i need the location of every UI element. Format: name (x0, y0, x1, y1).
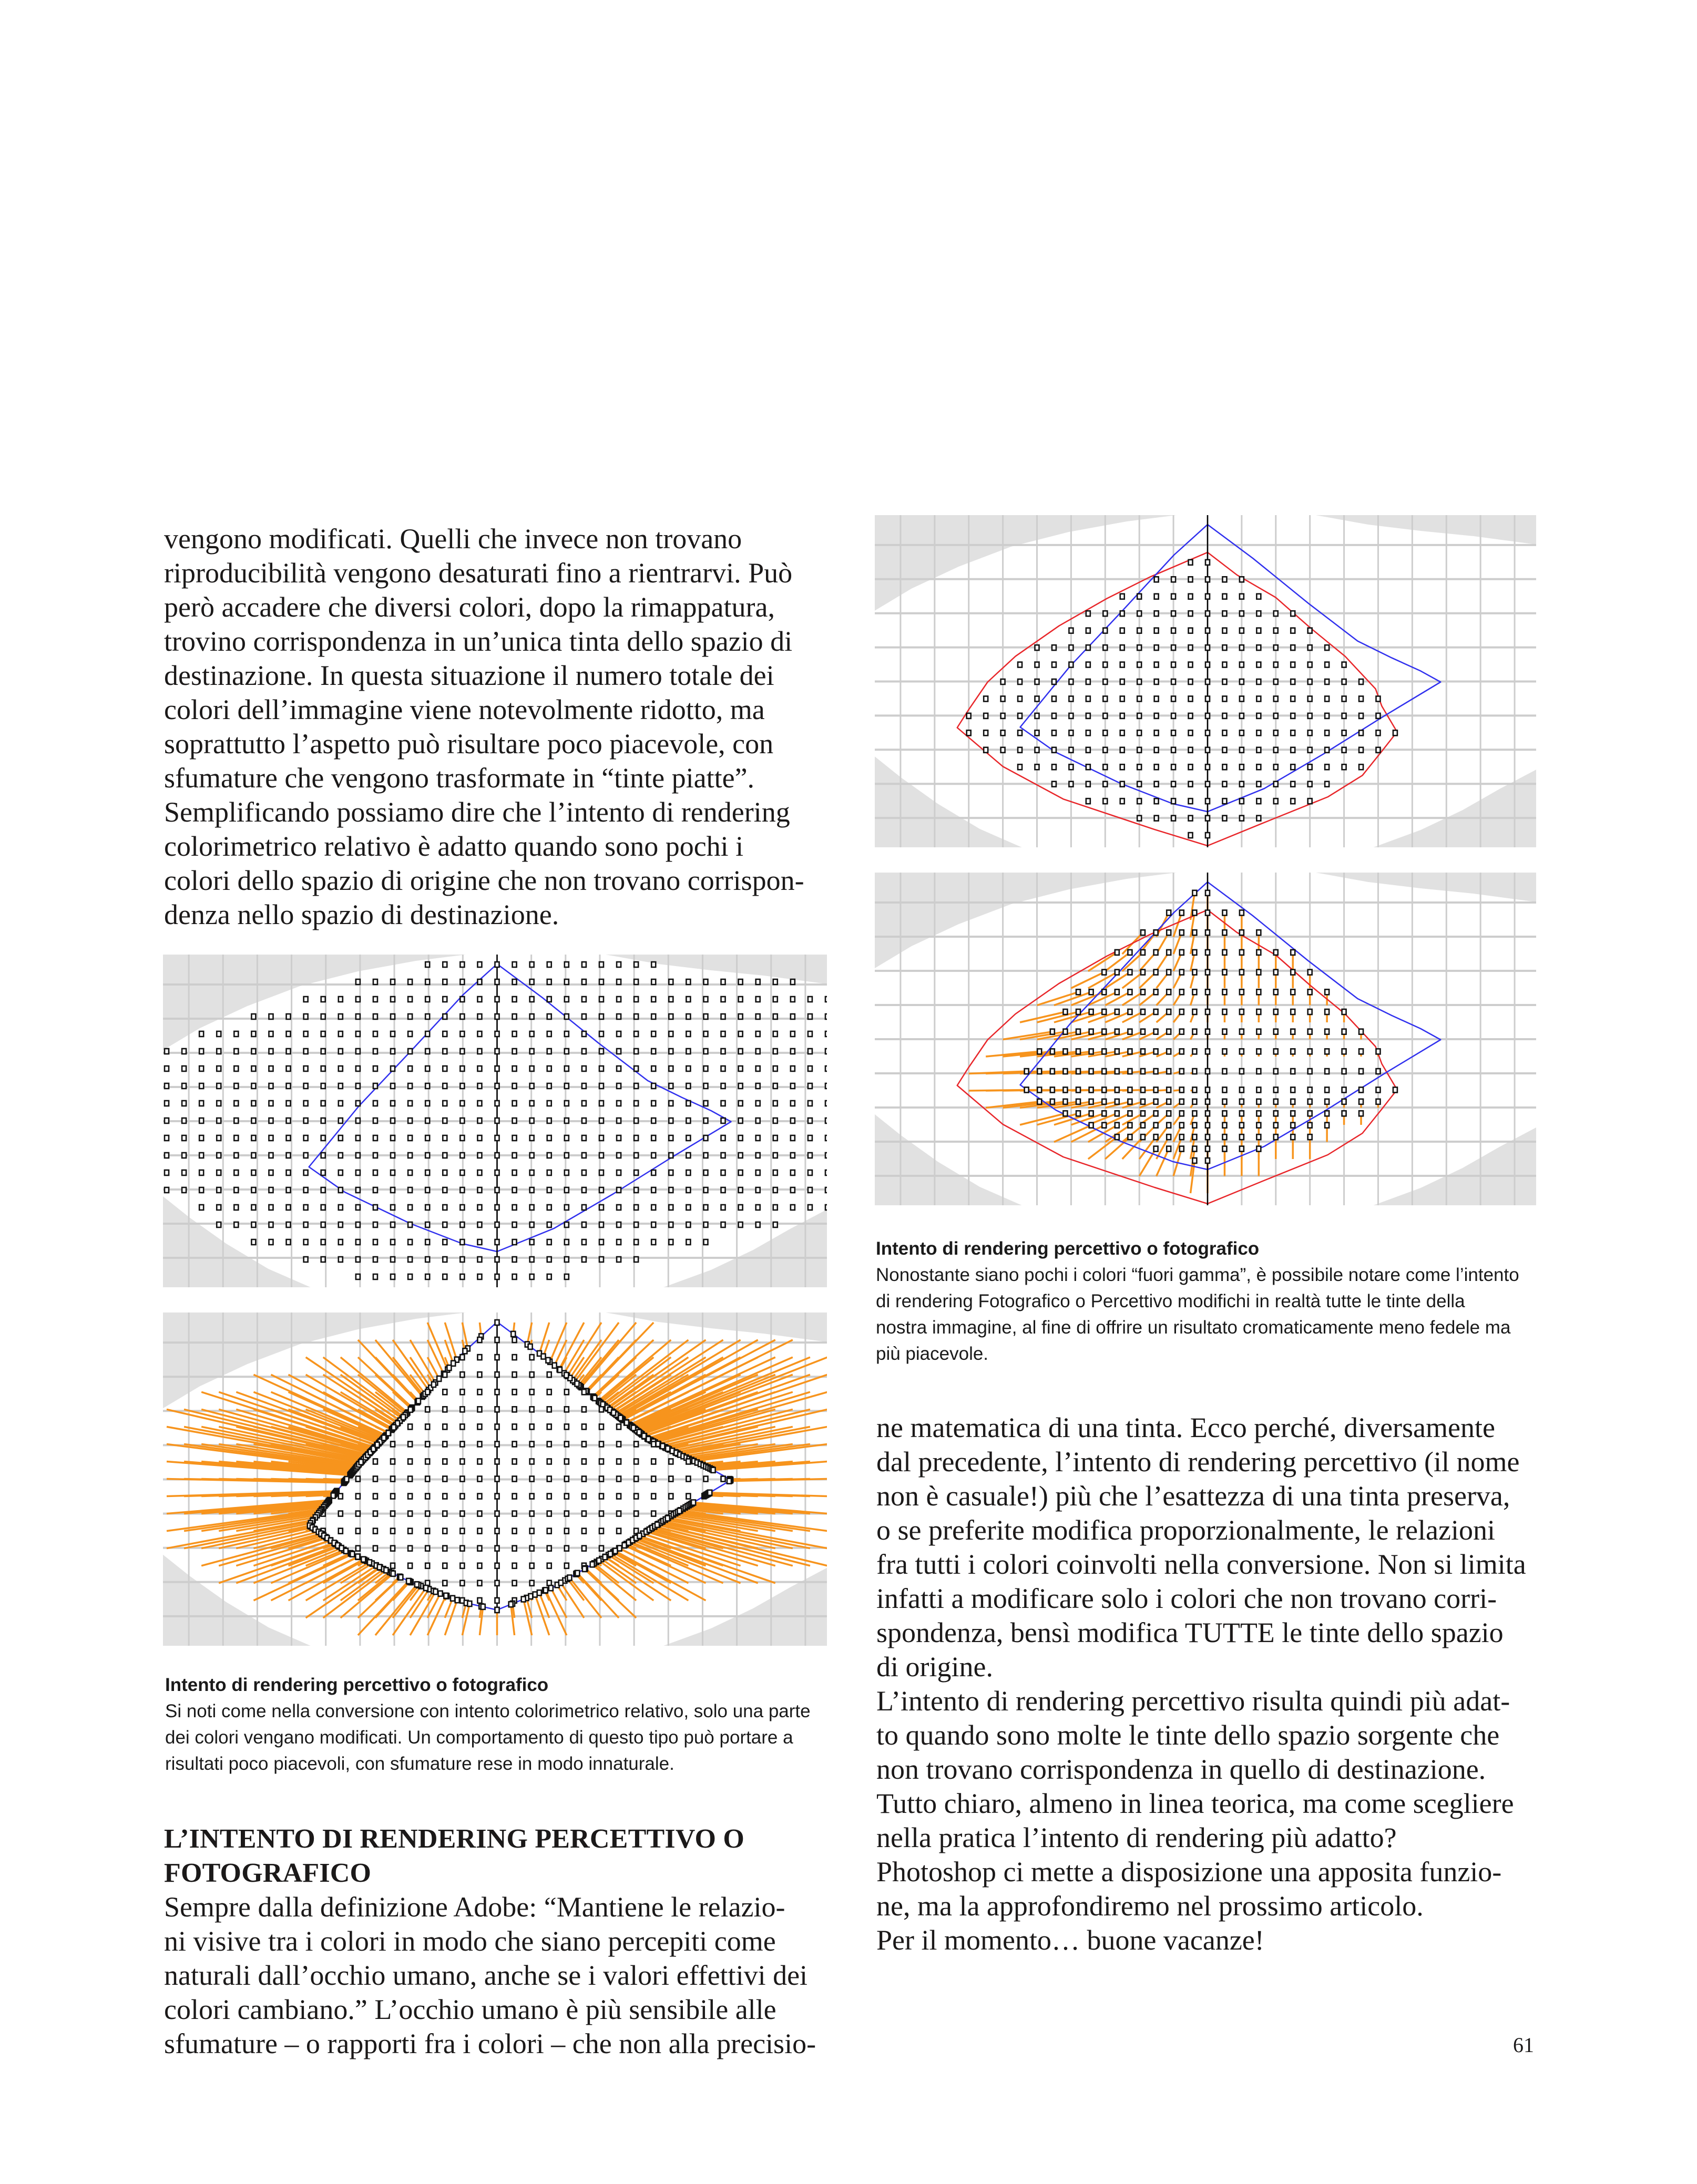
page-number: 61 (1513, 2033, 1534, 2057)
text-line: colori dell’immagine viene notevolmente ridotto, ma (164, 694, 765, 725)
text-line: sfumature – o rapporti fra i colori – che non alla precisio- (164, 2028, 816, 2059)
caption-line: Nonostante siano pochi i colori “fuori gamma”, è possibile notare come l’intento (876, 1265, 1519, 1285)
text-line: ne, ma la approfondiremo nel prossimo articolo. (876, 1890, 1424, 1922)
text-line: Photoshop ci mette a disposizione una apposita funzio- (876, 1856, 1502, 1888)
article-text-right-bottom (876, 1411, 1526, 1957)
figure-caption-left (165, 1672, 811, 1777)
text-line: di origine. (876, 1651, 993, 1683)
section-heading: FOTOGRAFICO (164, 1858, 372, 1888)
gamut-plot (163, 1313, 827, 1646)
text-line: to quando sono molte le tinte dello spazio sorgente che (876, 1719, 1500, 1751)
text-line: trovino corrispondenza in un’unica tinta dello spazio di (164, 626, 793, 657)
text-line: ne matematica di una tinta. Ecco perché, diversamente (876, 1412, 1495, 1443)
text-line: Per il momento… buone vacanze! (876, 1924, 1264, 1956)
text-line: denza nello spazio di destinazione. (164, 899, 559, 930)
text-line: non trovano corrispondenza in quello di destinazione. (876, 1754, 1486, 1785)
caption-title: Intento di rendering percettivo o fotografico (876, 1238, 1260, 1259)
caption-line: nostra immagine, al fine di offrire un risultato cromaticamente meno fedele ma (876, 1317, 1511, 1338)
figure-colorimetric-clipping (163, 1313, 827, 1646)
caption-line: più piacevole. (876, 1344, 989, 1364)
text-line: sfumature che vengono trasformate in “tinte piatte”. (164, 762, 755, 794)
text-line: destinazione. In questa situazione il numero totale dei (164, 660, 774, 691)
text-line: naturali dall’occhio umano, anche se i valori effettivi dei (164, 1960, 808, 1991)
caption-line: di rendering Fotografico o Percettivo modifichi in realtà tutte le tinte della (876, 1291, 1465, 1311)
text-line: Sempre dalla definizione Adobe: “Mantiene le relazio- (164, 1891, 785, 1923)
gamut-plot (163, 955, 827, 1287)
article-text-left-top (164, 522, 804, 932)
figure-full-plane-points (163, 955, 827, 1287)
caption-line: Si noti come nella conversione con intento colorimetrico relativo, solo una parte (165, 1701, 811, 1721)
text-line: fra tutti i colori coinvolti nella conversione. Non si limita (876, 1549, 1526, 1580)
caption-line: risultati poco piacevoli, con sfumature rese in modo innaturale. (165, 1754, 674, 1774)
text-line: colori cambiano.” L’occhio umano è più sensibile alle (164, 1994, 776, 2025)
text-line: però accadere che diversi colori, dopo la rimappatura, (164, 591, 775, 623)
text-line: o se preferite modifica proporzionalmente, le relazioni (876, 1514, 1495, 1546)
text-line: Semplificando possiamo dire che l’intento di rendering (164, 796, 790, 828)
text-line: spondenza, bensì modifica TUTTE le tinte dello spazio (876, 1617, 1504, 1648)
text-line: L’intento di rendering percettivo risulta quindi più adat- (876, 1685, 1510, 1717)
text-line: ni visive tra i colori in modo che siano percepiti come (164, 1925, 776, 1957)
text-line: colorimetrico relativo è adatto quando sono pochi i (164, 830, 744, 862)
text-line: vengono modificati. Quelli che invece non trovano (164, 523, 742, 555)
text-line: nella pratica l’intento di rendering più adatto? (876, 1822, 1397, 1853)
text-line: colori dello spazio di origine che non trovano corrispon- (164, 865, 804, 896)
caption-line: dei colori vengano modificati. Un comportamento di questo tipo può portare a (165, 1727, 793, 1748)
gamut-plot (875, 873, 1536, 1205)
text-line: non è casuale!) più che l’esattezza di una tinta preserva, (876, 1480, 1510, 1512)
figure-source-gamut-points (875, 515, 1536, 847)
caption-title: Intento di rendering percettivo o fotografico (165, 1675, 549, 1695)
figure-perceptual-mapping (875, 873, 1536, 1205)
section-heading: L’INTENTO DI RENDERING PERCETTIVO O (164, 1824, 744, 1854)
text-line: infatti a modificare solo i colori che non trovano corri- (876, 1583, 1497, 1614)
gamut-plot (875, 515, 1536, 847)
text-line: Tutto chiaro, almeno in linea teorica, ma come scegliere (876, 1788, 1514, 1819)
text-line: riproducibilità vengono desaturati fino a rientrarvi. Può (164, 557, 793, 589)
text-line: soprattutto l’aspetto può risultare poco piacevole, con (164, 728, 774, 760)
figure-caption-right (876, 1236, 1519, 1367)
text-line: dal precedente, l’intento di rendering percettivo (il nome (876, 1446, 1520, 1478)
section-perceptual-intent (164, 1822, 816, 2061)
